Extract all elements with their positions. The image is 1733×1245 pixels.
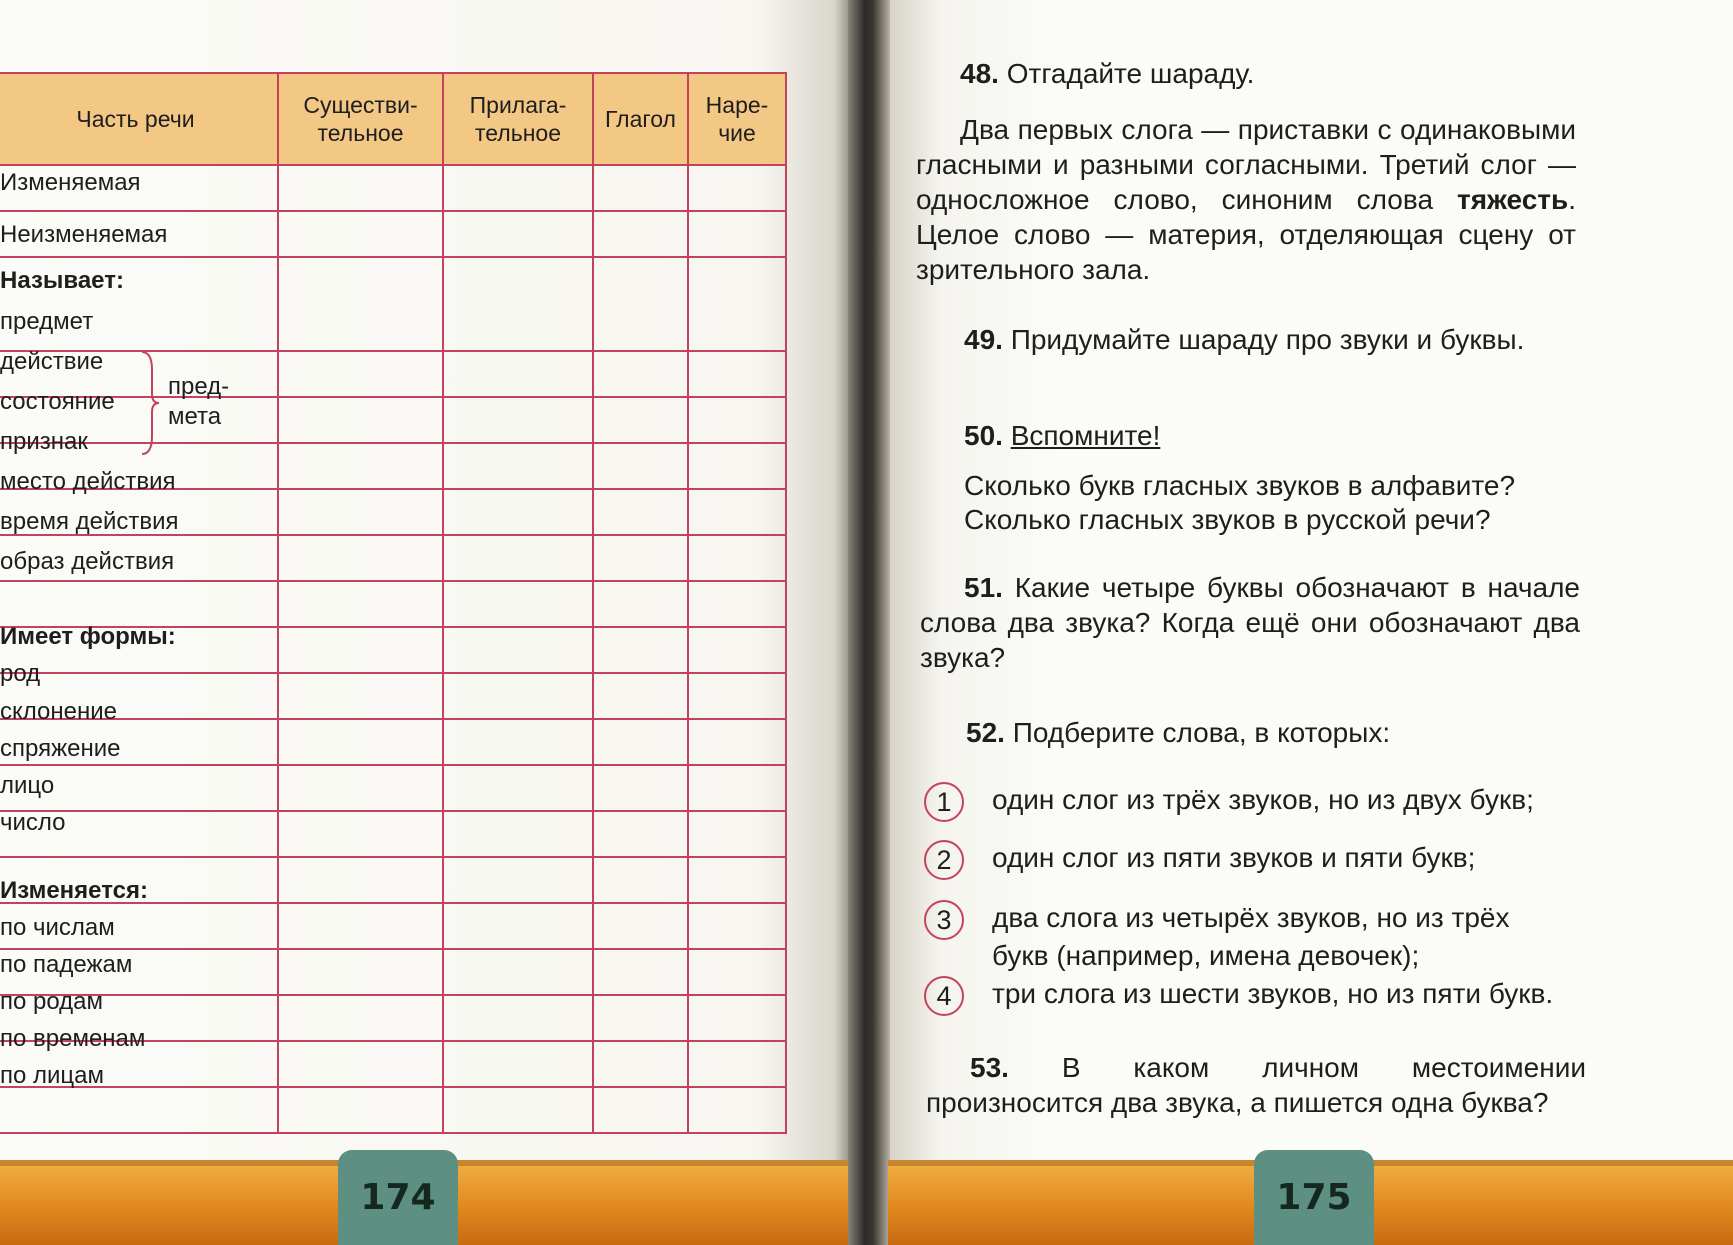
- table-cell: [443, 949, 593, 995]
- task-50: [964, 418, 1624, 453]
- number-circle-icon: 2: [924, 840, 964, 880]
- table-cell: [278, 765, 443, 811]
- table-cell: [688, 397, 786, 443]
- table-cell: [278, 581, 443, 627]
- table-cell: [443, 489, 593, 535]
- row-label: время действия: [0, 508, 179, 535]
- right-page: [890, 0, 1733, 1245]
- table-row: [0, 581, 786, 627]
- task-50-line-2: Сколько гласных звуков в русской речи?: [964, 504, 1491, 535]
- table-row: [0, 397, 786, 443]
- table-cell: [593, 857, 688, 903]
- table-cell: [443, 811, 593, 857]
- row-label: род: [0, 660, 41, 687]
- table-cell: [443, 211, 593, 257]
- header-adjective: Прилага- тельное: [443, 73, 593, 165]
- table-cell: [593, 811, 688, 857]
- book-gutter: [848, 0, 890, 1245]
- table-cell: [688, 1087, 786, 1133]
- table-row: [0, 1087, 786, 1133]
- table-cell: [278, 949, 443, 995]
- bold-word: тяжесть: [1456, 184, 1569, 215]
- table-cell: [278, 535, 443, 581]
- task-51: [920, 570, 1580, 675]
- task-number: 51.: [964, 572, 1003, 603]
- number-circle-icon: 4: [924, 976, 964, 1016]
- table-cell: [688, 443, 786, 489]
- number-circle-icon: 3: [924, 900, 964, 940]
- table-cell: [443, 257, 593, 351]
- table-cell: [0, 581, 278, 627]
- row-label: предмет: [0, 308, 94, 335]
- table-cell: [688, 351, 786, 397]
- table-cell: [443, 535, 593, 581]
- header-verb: Глагол: [593, 73, 688, 165]
- table-cell: [593, 995, 688, 1041]
- table-cell: [278, 903, 443, 949]
- row-label: Имеет формы:: [0, 623, 176, 650]
- table-cell: [688, 1041, 786, 1087]
- list-item-text: букв (например, имена девочек);: [992, 940, 1420, 971]
- table-cell: [443, 1041, 593, 1087]
- table-cell: [593, 211, 688, 257]
- task-text: Два первых слога — приставки с одинаковыми гласными и разными согласными. Третий слог — односложное слово, синоним слова: [916, 114, 1576, 215]
- table-cell: [688, 995, 786, 1041]
- row-label: лицо: [0, 772, 55, 799]
- table-cell: [443, 903, 593, 949]
- table-cell: [593, 581, 688, 627]
- table-cell: [593, 765, 688, 811]
- task-49: [964, 322, 1624, 357]
- table-cell: [688, 811, 786, 857]
- row-label: по временам: [0, 1025, 146, 1052]
- row-label: по падежам: [0, 951, 133, 978]
- table-cell: [278, 811, 443, 857]
- table-cell: [278, 489, 443, 535]
- task-number: 48.: [960, 58, 999, 89]
- row-label: Называет:: [0, 267, 124, 294]
- task-50-line-1: Сколько букв гласных звуков в алфавите?: [964, 470, 1516, 501]
- table-row: [0, 673, 786, 719]
- table-cell: [688, 627, 786, 673]
- row-label: образ действия: [0, 548, 175, 575]
- table-cell: [688, 211, 786, 257]
- table-cell: [443, 1087, 593, 1133]
- table-cell: [443, 765, 593, 811]
- table-cell: [593, 257, 688, 351]
- table-cell: [443, 627, 593, 673]
- table-cell: [593, 627, 688, 673]
- table-row: [0, 811, 786, 857]
- table-cell: [593, 443, 688, 489]
- table-cell: [443, 165, 593, 211]
- task-text: Какие четыре буквы обозначают в начале слова два звука? Когда ещё они обозначают два звука?: [920, 572, 1580, 673]
- row-label: место действия: [0, 468, 176, 495]
- table-cell: [443, 857, 593, 903]
- table-cell: [278, 165, 443, 211]
- row-label: Неизменяемая: [0, 221, 168, 248]
- table-cell: [688, 949, 786, 995]
- table-cell: [688, 857, 786, 903]
- task-number: 53.: [970, 1052, 1009, 1083]
- table-cell: [593, 719, 688, 765]
- table-cell: [278, 397, 443, 443]
- table-cell: [278, 443, 443, 489]
- table-row: [0, 351, 786, 397]
- row-label: по лицам: [0, 1062, 105, 1089]
- table-cell: [593, 397, 688, 443]
- table-cell: [593, 949, 688, 995]
- table-cell: [593, 489, 688, 535]
- table-row: [0, 765, 786, 811]
- task-text: . Целое слово — материя, отделяющая сцену от зрительного зала.: [916, 184, 1576, 285]
- table-cell: [278, 627, 443, 673]
- table-cell: [688, 489, 786, 535]
- left-page: [0, 0, 860, 1245]
- list-item-text: один слог из трёх звуков, но из двух букв;: [992, 784, 1534, 815]
- table-cell: [278, 1087, 443, 1133]
- row-label: число: [0, 809, 66, 836]
- table-cell: [278, 1041, 443, 1087]
- header-part-of-speech: Часть речи: [0, 73, 278, 165]
- table-cell: [593, 165, 688, 211]
- table-cell: [688, 765, 786, 811]
- table-cell: [278, 857, 443, 903]
- row-label: состояние: [0, 388, 115, 415]
- table-cell: [593, 535, 688, 581]
- header-noun: Существи- тельное: [278, 73, 443, 165]
- table-cell: [688, 257, 786, 351]
- row-label: Изменяемая: [0, 169, 141, 196]
- table-cell: [443, 581, 593, 627]
- task-title: Вспомните!: [1010, 420, 1161, 451]
- task-text: Придумайте шараду про звуки и буквы.: [1010, 324, 1525, 355]
- row-label: спряжение: [0, 735, 121, 762]
- page-number-174: 174: [338, 1150, 458, 1245]
- table-cell: [443, 443, 593, 489]
- row-label: по числам: [0, 914, 115, 941]
- task-number: 49.: [964, 324, 1003, 355]
- number-circle-icon: 1: [924, 782, 964, 822]
- table-cell: [593, 673, 688, 719]
- table-cell: [278, 719, 443, 765]
- table-cell: [443, 719, 593, 765]
- table-cell: [593, 903, 688, 949]
- row-label: действие: [0, 348, 104, 375]
- table-cell: [688, 165, 786, 211]
- table-cell: [278, 211, 443, 257]
- task-48-body: [916, 112, 1576, 287]
- row-label: Изменяется:: [0, 877, 148, 904]
- task-53: [926, 1050, 1586, 1120]
- table-cell: [443, 397, 593, 443]
- table-cell: [0, 1087, 278, 1133]
- task-title: Подберите слова, в которых:: [1012, 717, 1391, 748]
- row-label: по родам: [0, 988, 104, 1015]
- page-number-175: 175: [1254, 1150, 1374, 1245]
- table-row: [0, 903, 786, 949]
- task-number: 50.: [964, 420, 1003, 451]
- brace-icon: [140, 350, 160, 456]
- brace-label: пред- мета: [168, 373, 230, 430]
- table-cell: [688, 903, 786, 949]
- list-item-text: два слога из четырёх звуков, но из трёх: [992, 902, 1510, 933]
- table-cell: [443, 351, 593, 397]
- table-cell: [593, 1087, 688, 1133]
- table-cell: [688, 719, 786, 765]
- table-cell: [278, 673, 443, 719]
- table-cell: [443, 673, 593, 719]
- table-cell: [593, 1041, 688, 1087]
- task-number: 52.: [966, 717, 1005, 748]
- row-label: склонение: [0, 698, 117, 725]
- task-48-title: [960, 56, 1610, 91]
- list-item-text: три слога из шести звуков, но из пяти букв.: [992, 978, 1554, 1009]
- table-cell: [278, 995, 443, 1041]
- task-52-title: [966, 715, 1626, 750]
- header-adverb: Наре- чие: [688, 73, 786, 165]
- row-label: признак: [0, 428, 88, 455]
- table-cell: [278, 257, 443, 351]
- task-title: Отгадайте шараду.: [1006, 58, 1255, 89]
- table-cell: [278, 351, 443, 397]
- table-cell: [688, 673, 786, 719]
- table-cell: [443, 995, 593, 1041]
- list-item-text: один слог из пяти звуков и пяти букв;: [992, 842, 1476, 873]
- table-cell: [688, 535, 786, 581]
- table-cell: [593, 351, 688, 397]
- task-text: В каком личном местоимении произносится два звука, а пишется одна буква?: [926, 1052, 1586, 1118]
- table-cell: [688, 581, 786, 627]
